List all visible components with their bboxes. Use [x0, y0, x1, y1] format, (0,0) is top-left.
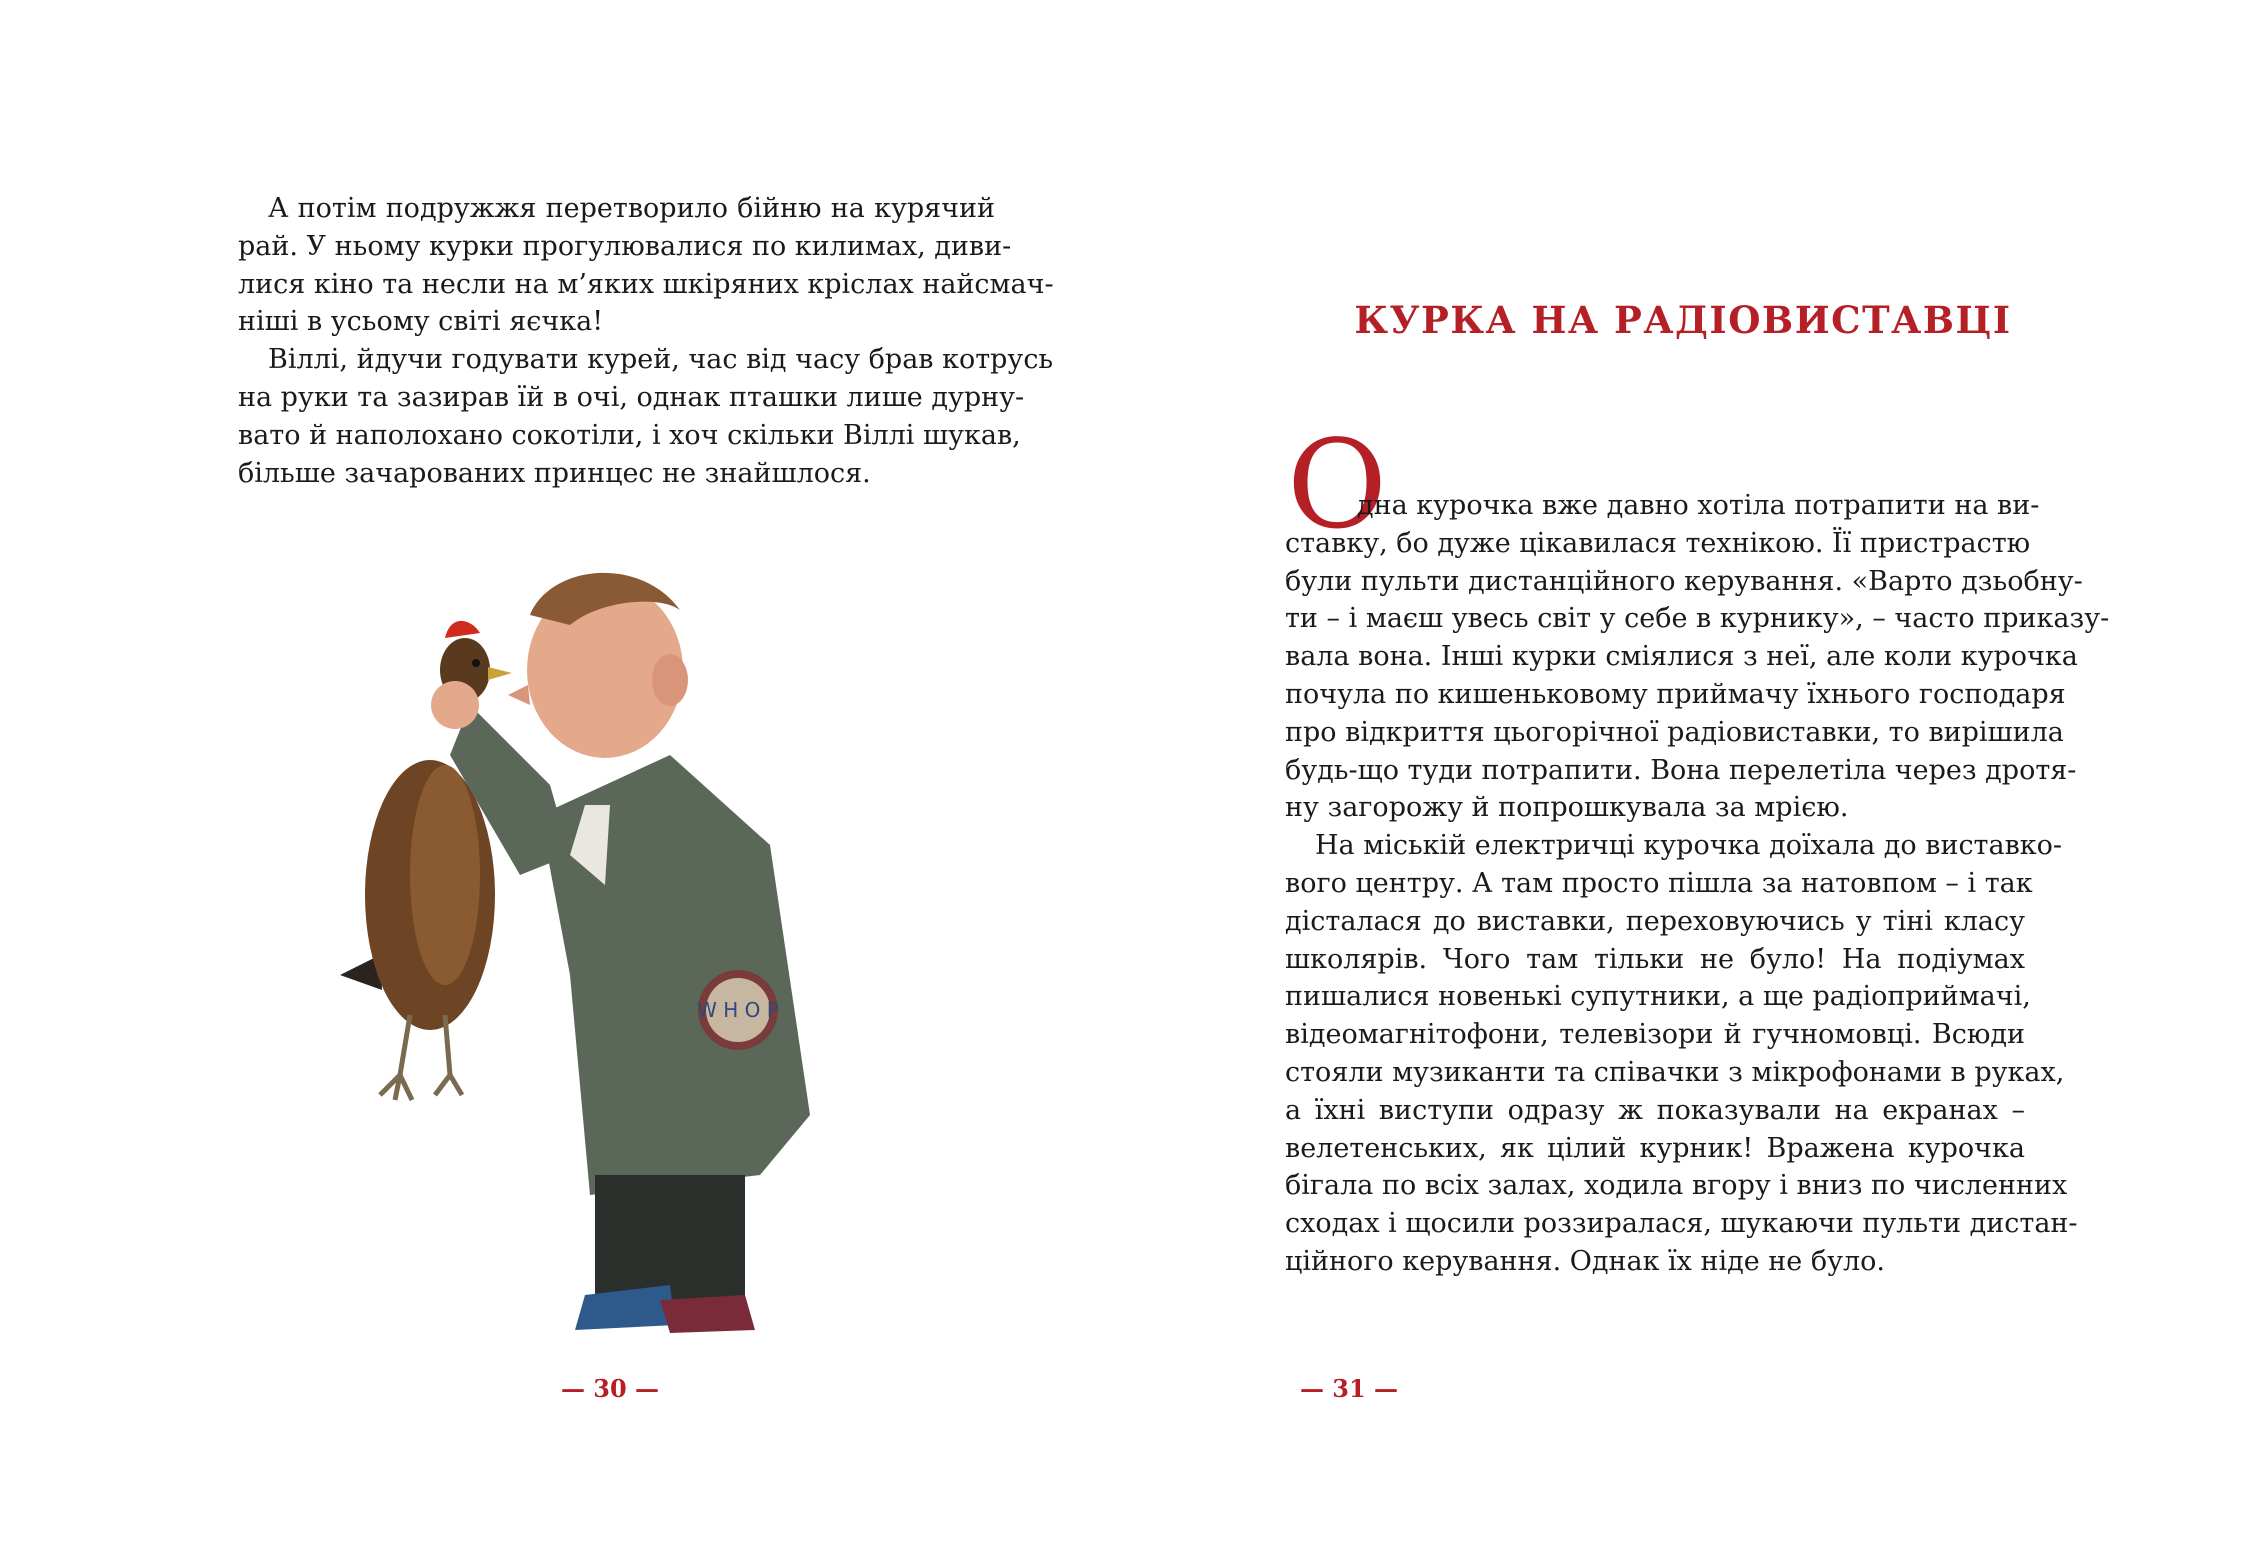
chicken-figure [340, 621, 512, 1100]
text-line: сходах і щосили роззиралася, шукаючи пульти дистан- [1285, 1208, 2078, 1240]
text-line: вато й наполохано сокотіли, і хоч скільки Віллі шукав, [238, 419, 1021, 451]
text-line: про відкриття цьогорічної радіовиставки, то вирішила [1285, 716, 2064, 748]
text-line: були пульти дистанційного керування. «Варто дзьобну- [1285, 565, 2083, 597]
text-line: дісталася до виставки, переховуючись у тіні класу [1285, 905, 2025, 937]
man-holding-chicken-illustration [340, 555, 870, 1345]
text-line: На міській електричці курочка доїхала до виставко- [1315, 830, 2063, 862]
text-line: вала вона. Інші курки сміялися з неї, але коли курочка [1285, 641, 2078, 673]
text-line: почула по кишеньковому приймачу їхнього господаря [1285, 678, 2066, 710]
page-number: — 30 — [560, 1374, 660, 1403]
text-line: А потім подружжя перетворило бійню на курячий [268, 193, 995, 224]
chapter-title: КУРКА НА РАДІОВИСТАВЦІ [1354, 298, 2012, 342]
text-line: ніші в усьому світі яєчка! [238, 306, 604, 338]
text-line: дна курочка вже давно хотіла потрапити на ви- [1357, 490, 2040, 521]
text-line: Віллі, йдучи годувати курей, час від часу брав котрусь [268, 344, 1054, 376]
badge-text: W H O P [697, 998, 779, 1022]
text-line: бігала по всіх залах, ходила вгору і вниз по численних [1285, 1170, 2068, 1202]
left-body-text [238, 190, 1054, 492]
right-body-text [1285, 487, 2110, 1281]
text-line: школярів. Чого там тільки не було! На подіумах [1285, 943, 2025, 975]
text-line: рай. У ньому курки прогулювалися по килимах, диви- [238, 230, 1012, 262]
text-line: на руки та зазирав їй в очі, однак пташки лише дурну- [238, 381, 1025, 413]
text-line: ну загорожу й попрошкувала за мрією. [1285, 792, 1849, 824]
text-line: а їхні виступи одразу ж показували на екранах – [1285, 1094, 2025, 1126]
text-line: вого центру. А там просто пішла за натовпом – і так [1285, 867, 2033, 899]
text-line: ційного керування. Однак їх ніде не було. [1285, 1245, 1885, 1277]
text-line: будь-що туди потрапити. Вона перелетіла через дротя- [1285, 754, 2077, 786]
text-line: ставку, бо дуже цікавилася технікою. Її пристрастю [1285, 527, 2031, 559]
text-line: пишалися новенькі супутники, а ще радіоприймачі, [1285, 981, 2031, 1013]
right-page [1122, 0, 2244, 1565]
page-number: — 31 — [1299, 1374, 1399, 1403]
text-line: стояли музиканти та співачки з мікрофонами в руках, [1285, 1056, 2065, 1088]
drop-cap: О [1287, 414, 1388, 556]
text-line: лися кіно та несли на м’яких шкіряних кріслах найсмач- [238, 268, 1054, 300]
text-line: велетенських, як цілий курник! Вражена курочка [1285, 1132, 2025, 1164]
text-line: більше зачарованих принцес не знайшлося. [238, 457, 871, 489]
text-line: ти – і маєш увесь світ у себе в курнику», – часто приказу- [1285, 603, 2110, 635]
text-line: відеомагнітофони, телевізори й гучномовці. Всюди [1285, 1019, 2025, 1051]
